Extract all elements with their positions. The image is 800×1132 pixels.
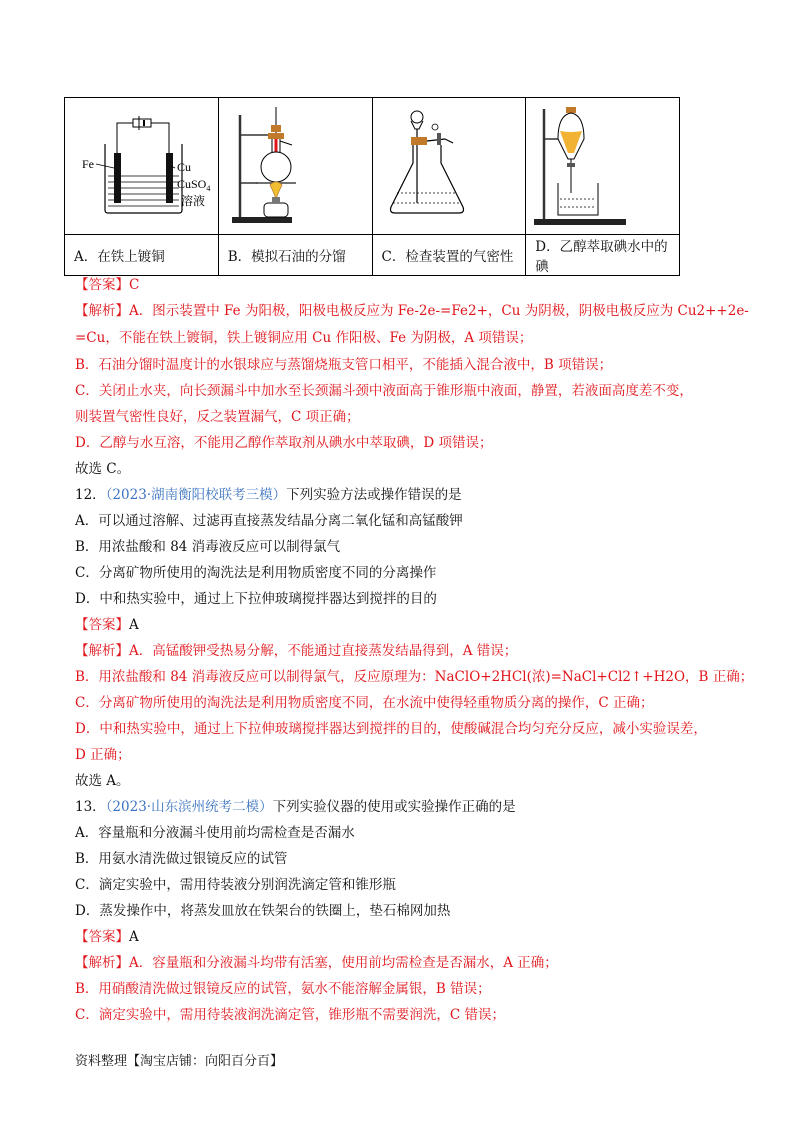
electroplating-apparatus-figure	[71, 106, 211, 226]
cu-label: Cu	[177, 160, 192, 174]
distillation-apparatus-figure	[230, 103, 360, 229]
q12-option-d: D．中和热实验中，通过上下拉伸玻璃搅拌器达到搅拌的目的	[75, 591, 437, 607]
q11-analysis-line-2: =Cu，不能在铁上镀铜，铁上镀铜应用 Cu 作阳极、Fe 为阴极，A 项错误；	[75, 330, 533, 346]
q13-option-a: A．容量瓶和分液漏斗使用前均需检查是否漏水	[75, 825, 355, 841]
q11-analysis-line-6: D．乙醇与水互溶，不能用乙醇作萃取剂从碘水中萃取碘，D 项错误；	[75, 435, 493, 451]
q12-stem: 12．（2023·湖南衡阳校联考三模）下列实验方法或操作错误的是	[75, 487, 462, 503]
q11-analysis-line-4: C．关闭止水夹，向长颈漏斗中加水至长颈漏斗颈中液面高于锥形瓶中液面，静置，若液面高度差不变，	[75, 383, 693, 399]
q12-option-c: C．分离矿物所使用的淘洗法是利用物质密度不同的分离操作	[75, 565, 437, 581]
q11-conclusion: 故选 C。	[75, 461, 131, 477]
q13-analysis-line-2: B．用硝酸清洗做过银镜反应的试管，氨水不能溶解金属银，B 错误；	[75, 981, 491, 997]
q13-analysis-line-3: C．滴定实验中，需用待装液润洗滴定管，锥形瓶不需要润洗，C 错误；	[75, 1007, 505, 1023]
q12-analysis-line-5: D 正确；	[75, 747, 131, 763]
q13-answer: 【答案】A	[75, 929, 139, 945]
q12-analysis-line-4: D．中和热实验中，通过上下拉伸玻璃搅拌器达到搅拌的目的，使酸碱混合均匀充分反应，减小实验误差，	[75, 721, 707, 737]
figure-options-table	[64, 97, 680, 276]
solution-formula: CuSO	[177, 177, 207, 191]
option-d-caption: D．乙醇萃取碘水中的碘	[526, 235, 680, 276]
extraction-apparatus-figure	[528, 103, 678, 229]
option-a-caption: A．在铁上镀铜	[65, 235, 219, 276]
figure-d-cell	[526, 98, 680, 235]
figure-b-cell	[218, 98, 372, 235]
airtightness-apparatus-figure	[379, 103, 519, 229]
q12-option-b: B．用浓盐酸和 84 消毒液反应可以制得氯气	[75, 539, 341, 555]
q11-answer: 【答案】C	[75, 277, 140, 293]
figure-a-cell	[65, 98, 219, 235]
fe-electrode	[114, 153, 121, 203]
q13-analysis-line-1: 【解析】A．容量瓶和分液漏斗均带有活塞，使用前均需检查是否漏水，A 正确；	[75, 955, 558, 971]
q12-option-a: A．可以通过溶解、过滤再直接蒸发结晶分离二氧化锰和高锰酸钾	[75, 513, 463, 529]
q13-option-b: B．用氨水清洗做过银镜反应的试管	[75, 851, 288, 867]
footer-source: 资料整理【淘宝店铺：向阳百分百】	[75, 1054, 284, 1069]
figure-c-cell	[372, 98, 526, 235]
cu-electrode	[166, 153, 173, 203]
solution-word: 溶液	[181, 194, 206, 208]
fe-label: Fe	[82, 157, 95, 171]
q12-answer: 【答案】A	[75, 617, 139, 633]
option-c-caption: C．检查装置的气密性	[372, 235, 526, 276]
option-b-caption: B．模拟石油的分馏	[218, 235, 372, 276]
q11-analysis-line-3: B．石油分馏时温度计的水银球应与蒸馏烧瓶支管口相平，不能插入混合液中，B 项错误；	[75, 357, 613, 373]
solution-subscript: 4	[206, 184, 211, 193]
q11-analysis-line-1: 【解析】A．图示装置中 Fe 为阳极，阳极电极反应为 Fe-2e-=Fe2+，Cu 为阴极，阴极电极反应为 Cu2++2e-	[75, 303, 749, 319]
q13-option-c: C．滴定实验中，需用待装液分别润洗滴定管和锥形瓶	[75, 877, 396, 893]
q12-conclusion: 故选 A。	[75, 773, 130, 789]
q12-analysis-line-1: 【解析】A．高锰酸钾受热易分解，不能通过直接蒸发结晶得到，A 错误；	[75, 643, 518, 659]
q12-analysis-line-2: B．用浓盐酸和 84 消毒液反应可以制得氯气，反应原理为：NaClO+2HCl(浓)=NaCl+Cl2↑+H2O，B 正确；	[75, 669, 754, 685]
q13-option-d: D．蒸发操作中，将蒸发皿放在铁架台的铁圈上，垫石棉网加热	[75, 903, 451, 919]
q11-analysis-line-5: 则装置气密性良好，反之装置漏气，C 项正确；	[75, 409, 360, 425]
q12-analysis-line-3: C．分离矿物所使用的淘洗法是利用物质密度不同，在水流中使得轻重物质分离的操作，C 正确；	[75, 695, 654, 711]
q13-stem: 13．（2023·山东滨州统考二模）下列实验仪器的使用或实验操作正确的是	[75, 799, 516, 815]
svg-text:CuSO4	[177, 177, 210, 193]
